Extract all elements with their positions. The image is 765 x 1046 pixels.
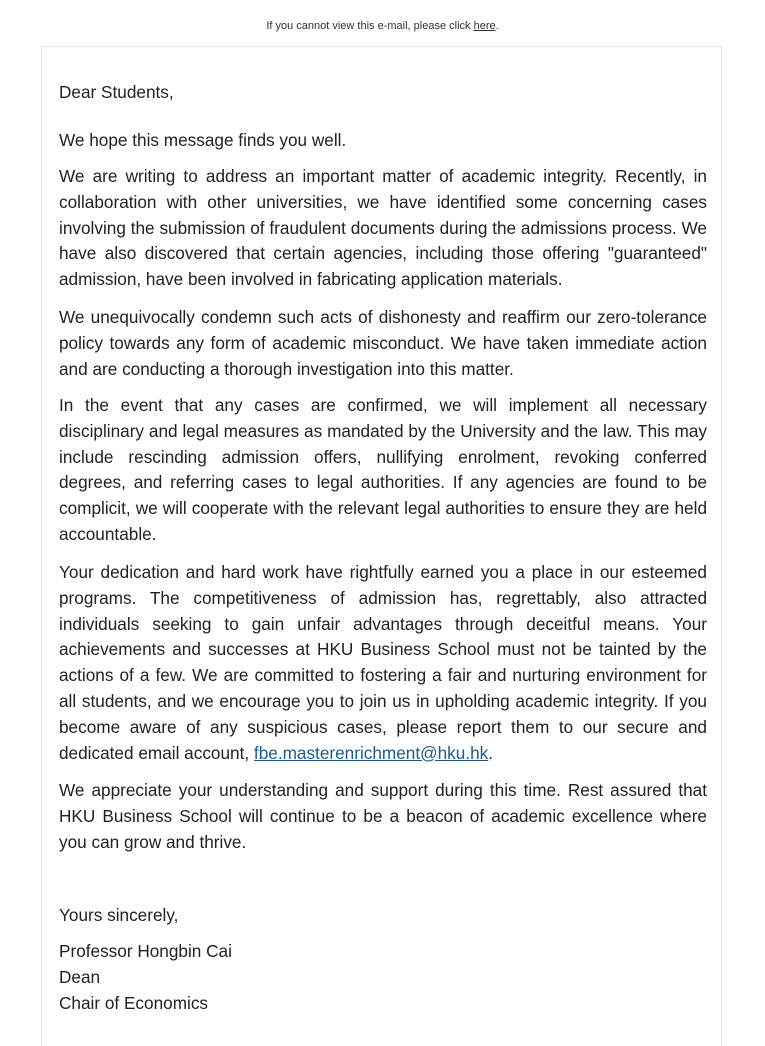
paragraph-dedication [59,560,707,766]
view-in-browser-link[interactable]: here [473,20,496,32]
paragraph-dedication-text: Your dedication and hard work have rightfully earned you a place in our esteemed programs. The competitiveness of admission has, regrettably, also attracted individuals seeking to gain unfair advantages through deceitful means. Your achievements and successes at HKU Business School must not be tainted by the actions of a few. We are committed to fostering a fair and nurturing environment for all students, and we encourage you to join us in upholding academic integrity. If you become aware of any suspicious cases, please report them to our secure and dedicated email account, [59,562,707,763]
preheader-text: If you cannot view this e-mail, please click [266,20,474,32]
report-email-suffix: . [488,742,494,763]
closing-salutation: Yours sincerely, [59,905,179,925]
greeting: Dear Students, [59,82,174,102]
signature-title-chair: Chair of Economics [59,993,209,1013]
paragraph-intro: We hope this message finds you well. [59,130,347,150]
preheader-suffix: . [495,20,499,32]
signature-title-dean: Dean [59,967,101,987]
preheader [0,20,765,32]
report-email-link[interactable]: fbe.masterenrichment@hku.hk [253,742,489,763]
email-body-card [41,46,722,1046]
paragraph-measures: In the event that any cases are confirmed, we will implement all necessary disciplinary and legal measures as mandated by the University and the law. This may include rescinding admission offers, nullifying enrolment, revoking conferred degrees, and referring cases to legal authorities. If any agencies are found to be complicit, we will cooperate with the relevant legal authorities to ensure they are held accountable. [59,395,707,544]
signature-name: Professor Hongbin Cai [59,941,232,961]
paragraph-closing: We appreciate your understanding and support during this time. Rest assured that HKU Business School will continue to be a beacon of academic excellence where you can grow and thrive. [59,780,707,852]
paragraph-condemn: We unequivocally condemn such acts of dishonesty and reaffirm our zero-tolerance policy towards any form of academic misconduct. We have taken immediate action and are conducting a thorough investigation into this matter. [59,307,707,379]
paragraph-issue: We are writing to address an important matter of academic integrity. Recently, in collaboration with other universities, we have identified some concerning cases involving the submission of fraudulent documents during the admissions process. We have also discovered that certain agencies, including those offering "guaranteed" admission, have been involved in fabricating application materials. [59,166,707,290]
